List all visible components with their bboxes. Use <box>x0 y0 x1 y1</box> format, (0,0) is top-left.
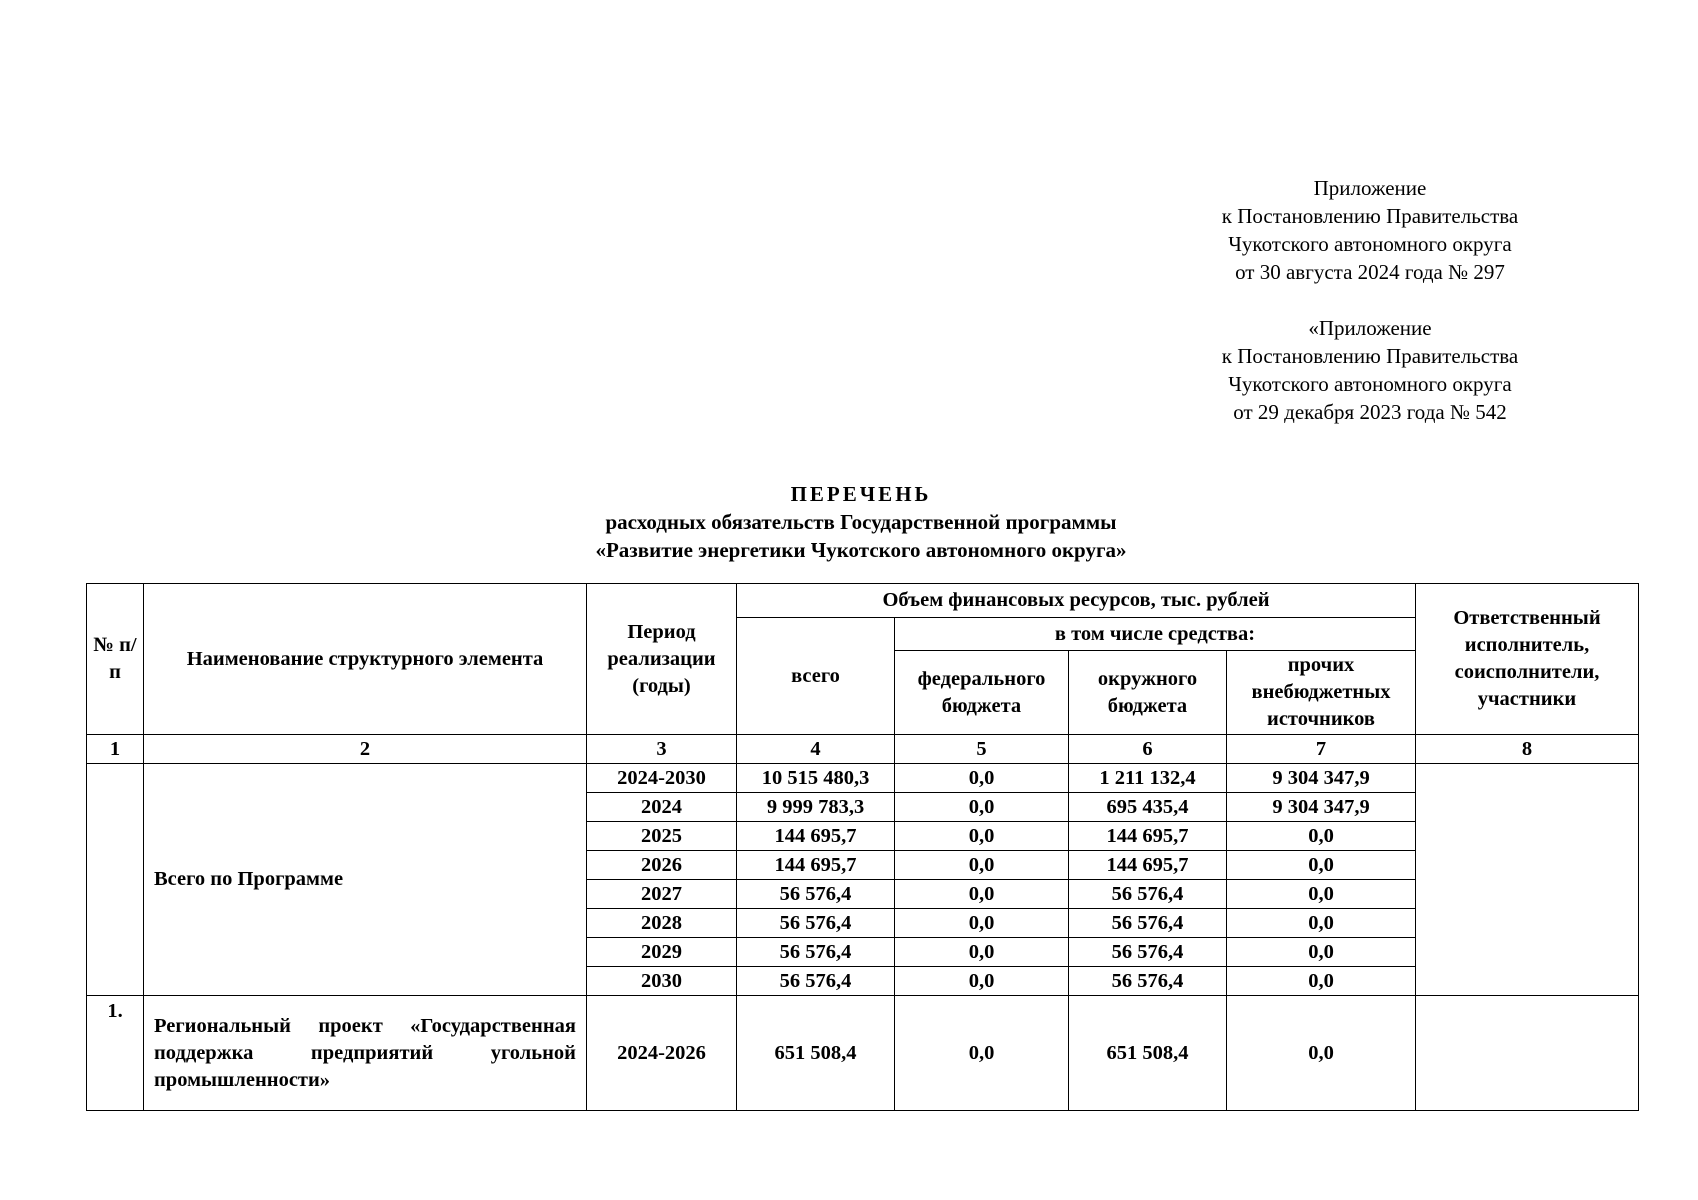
federal-cell: 0,0 <box>895 851 1069 880</box>
header-total: всего <box>737 618 895 735</box>
district-cell: 144 695,7 <box>1069 822 1227 851</box>
appendix-previous <box>1160 314 1580 426</box>
federal-cell: 0,0 <box>895 822 1069 851</box>
district-cell: 56 576,4 <box>1069 909 1227 938</box>
title-line-2: расходных обязательств Государственной программы <box>605 510 1117 534</box>
other-cell: 0,0 <box>1227 822 1416 851</box>
expenditure-table <box>86 583 1639 1111</box>
district-cell: 56 576,4 <box>1069 967 1227 996</box>
appendix-line: от 30 августа 2024 года № 297 <box>1235 260 1505 284</box>
column-number: 5 <box>895 735 1069 764</box>
header-volume: Объем финансовых ресурсов, тыс. рублей <box>737 584 1416 618</box>
period-cell: 2026 <box>587 851 737 880</box>
federal-cell: 0,0 <box>895 764 1069 793</box>
district-cell: 144 695,7 <box>1069 851 1227 880</box>
district-cell: 695 435,4 <box>1069 793 1227 822</box>
appendix-current <box>1160 174 1580 286</box>
district-cell: 56 576,4 <box>1069 938 1227 967</box>
other-cell: 9 304 347,9 <box>1227 764 1416 793</box>
title-line-1: ПЕРЕЧЕНЬ <box>790 482 932 506</box>
appendix-line: Чукотского автономного округа <box>1228 232 1512 256</box>
other-cell: 0,0 <box>1227 938 1416 967</box>
total-cell: 144 695,7 <box>737 822 895 851</box>
district-cell: 56 576,4 <box>1069 880 1227 909</box>
title-line-3: «Развитие энергетики Чукотского автономного округа» <box>595 538 1127 562</box>
total-program-name: Всего по Программе <box>144 764 587 996</box>
appendix-line: от 29 декабря 2023 года № 542 <box>1233 400 1507 424</box>
total-cell: 9 999 783,3 <box>737 793 895 822</box>
total-cell: 56 576,4 <box>737 938 895 967</box>
federal-cell: 0,0 <box>895 793 1069 822</box>
federal-cell: 0,0 <box>895 938 1069 967</box>
total-cell: 144 695,7 <box>737 851 895 880</box>
total-cell: 56 576,4 <box>737 880 895 909</box>
header-including: в том числе средства: <box>895 618 1416 651</box>
other-cell: 0,0 <box>1227 967 1416 996</box>
table-row <box>87 996 1639 1111</box>
federal-cell: 0,0 <box>895 880 1069 909</box>
total-cell: 651 508,4 <box>737 996 895 1111</box>
period-cell: 2024 <box>587 793 737 822</box>
table-row <box>87 764 1639 793</box>
column-number: 1 <box>87 735 144 764</box>
total-cell: 10 515 480,3 <box>737 764 895 793</box>
appendix-line: к Постановлению Правительства <box>1221 344 1519 368</box>
other-cell: 0,0 <box>1227 880 1416 909</box>
header-district: окружного бюджета <box>1069 651 1227 735</box>
appendix-line: Приложение <box>1313 176 1427 200</box>
appendix-line: к Постановлению Правительства <box>1221 204 1519 228</box>
period-cell: 2028 <box>587 909 737 938</box>
period-cell: 2027 <box>587 880 737 909</box>
responsible-cell <box>1416 996 1639 1111</box>
other-cell: 0,0 <box>1227 996 1416 1111</box>
column-number: 4 <box>737 735 895 764</box>
other-cell: 9 304 347,9 <box>1227 793 1416 822</box>
other-cell: 0,0 <box>1227 851 1416 880</box>
federal-cell: 0,0 <box>895 909 1069 938</box>
column-number: 8 <box>1416 735 1639 764</box>
other-cell: 0,0 <box>1227 909 1416 938</box>
header-period: Период реализации (годы) <box>587 584 737 735</box>
total-cell: 56 576,4 <box>737 967 895 996</box>
header-other: прочих внебюджетных источников <box>1227 651 1416 735</box>
total-no-cell <box>87 764 144 996</box>
column-numbers-row <box>87 735 1639 764</box>
district-cell: 1 211 132,4 <box>1069 764 1227 793</box>
total-cell: 56 576,4 <box>737 909 895 938</box>
federal-cell: 0,0 <box>895 996 1069 1111</box>
federal-cell: 0,0 <box>895 967 1069 996</box>
appendix-line: Чукотского автономного округа <box>1228 372 1512 396</box>
column-number: 7 <box>1227 735 1416 764</box>
column-number: 6 <box>1069 735 1227 764</box>
period-cell: 2024-2026 <box>587 996 737 1111</box>
district-cell: 651 508,4 <box>1069 996 1227 1111</box>
header-federal: федерального бюджета <box>895 651 1069 735</box>
column-number: 3 <box>587 735 737 764</box>
project-no: 1. <box>87 996 144 1111</box>
header-name: Наименование структурного элемента <box>144 584 587 735</box>
document-title <box>86 480 1636 564</box>
header-responsible: Ответственный исполнитель, соисполнители, участники <box>1416 584 1639 735</box>
period-cell: 2025 <box>587 822 737 851</box>
column-number: 2 <box>144 735 587 764</box>
period-cell: 2030 <box>587 967 737 996</box>
appendix-line: «Приложение <box>1308 316 1432 340</box>
period-cell: 2024-2030 <box>587 764 737 793</box>
responsible-cell <box>1416 764 1639 996</box>
header-no: № п/п <box>87 584 144 735</box>
project-name: Региональный проект «Государственная поддержка предприятий угольной промышленности» <box>144 996 587 1111</box>
period-cell: 2029 <box>587 938 737 967</box>
